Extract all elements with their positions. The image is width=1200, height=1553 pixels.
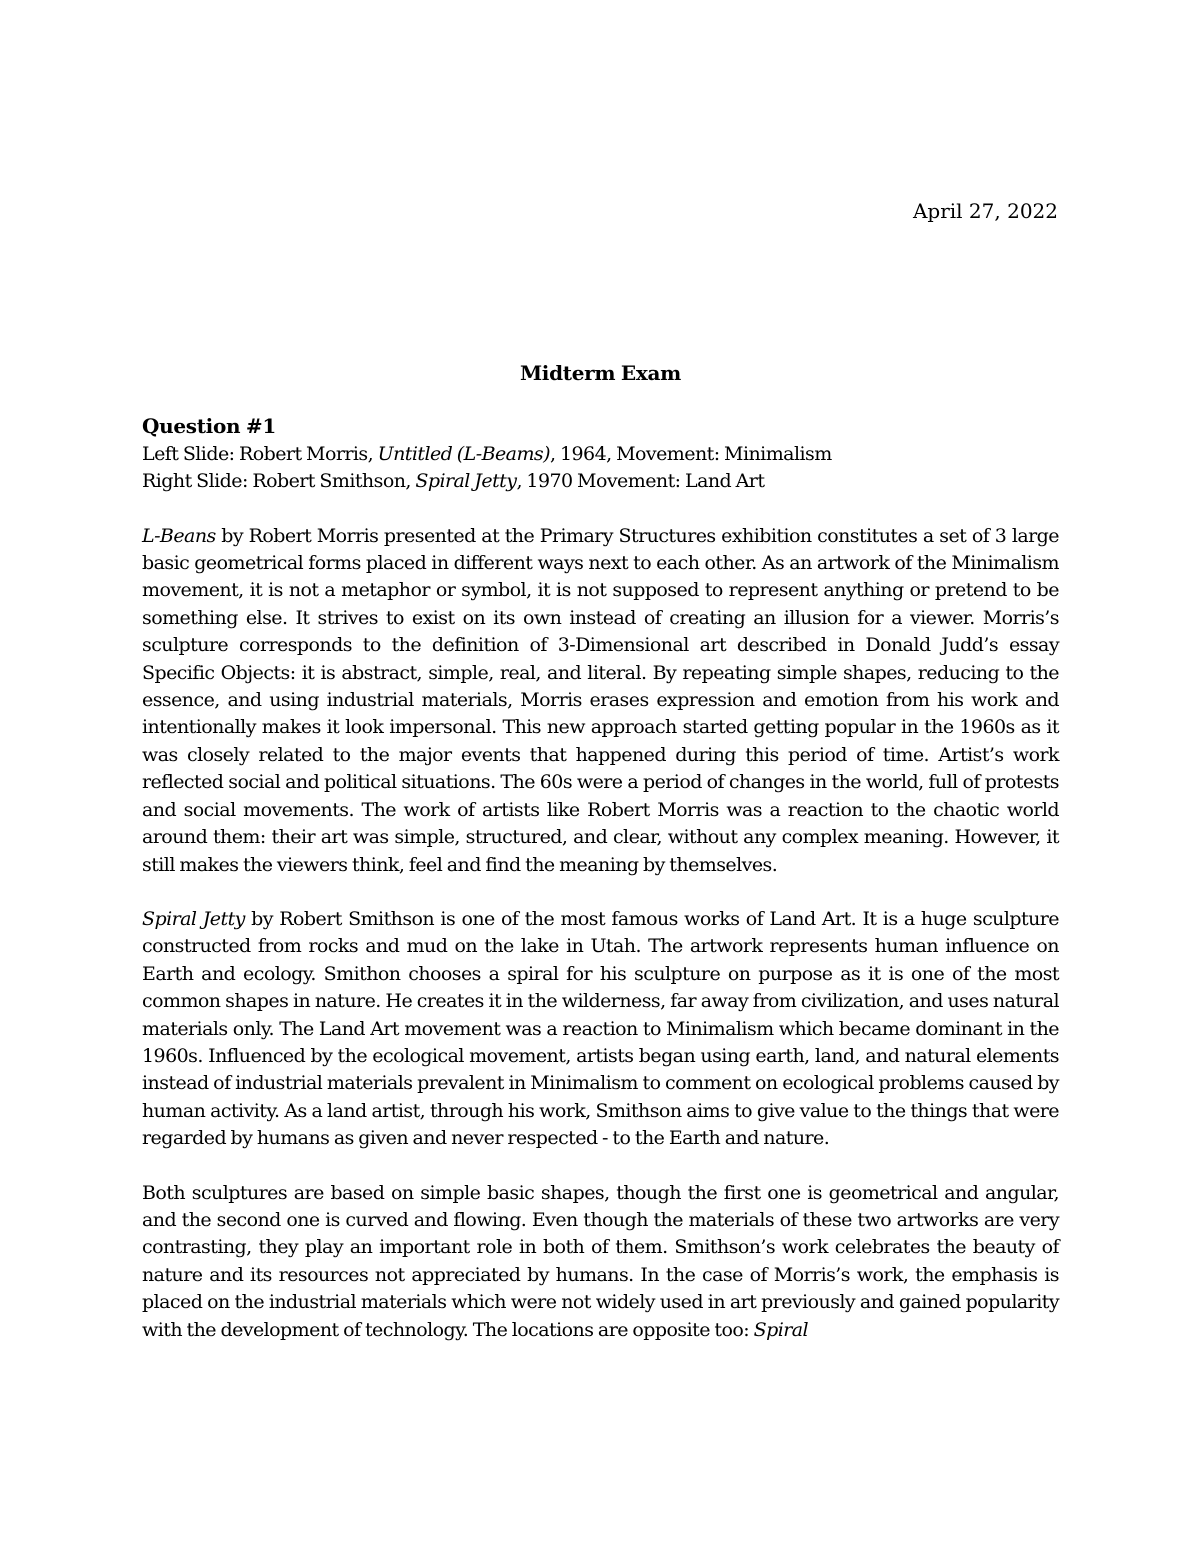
- left-slide-suffix: , 1964, Movement: Minimalism: [550, 442, 832, 465]
- document-date: April 27, 2022: [912, 199, 1058, 223]
- paragraph-comparison-tail: Spiral: [753, 1318, 809, 1341]
- right-slide-line: [142, 468, 1059, 495]
- paragraph-comparison: [142, 1180, 1059, 1344]
- paragraph-spiral-jetty-lead: Spiral Jetty: [142, 907, 245, 930]
- right-slide-prefix: Right Slide: Robert Smithson,: [142, 470, 416, 493]
- right-slide-work-title: Spiral Jetty: [415, 470, 517, 493]
- paragraph-l-beams-text: by Robert Morris presented at the Primary Structures exhibition constitutes a set of 3 large basic geometrical forms placed in different ways next to each other. As an artwork of the Minimalism movement, it is not a metaphor or symbol, it is not supposed to represent anything or pretend to be something else. It strives to exist on its own instead of creating an illusion for a viewer. Morris’s sculpture corresponds to the definition of 3-Dimensional art described in Donald Judd’s essay Specific Objects: it is abstract, simple, real, and literal. By repeating simple shapes, reducing to the essence, and using industrial materials, Morris erases expression and emotion from his work and intentionally makes it look impersonal. This new approach started getting popular in the 1960s as it was closely related to the major events that happened during this period of time. Artist’s work reflected social and political situations. The 60s were a period of changes in the world, full of protests and social movements. The work of artists like Robert Morris was a reaction to the chaotic world around them: their art was simple, structured, and clear, without any complex meaning. However, it still makes the viewers think, feel and find the meaning by themselves.: [142, 524, 1059, 876]
- paragraph-l-beams: [142, 523, 1059, 879]
- paragraph-spiral-jetty-text: by Robert Smithson is one of the most famous works of Land Art. It is a huge sculpture constructed from rocks and mud on the lake in Utah. The artwork represents human influence on Earth and ecology. Smithon chooses a spiral for his sculpture on purpose as it is one of the most common shapes in nature. He creates it in the wilderness, far away from civilization, and uses natural materials only. The Land Art movement was a reaction to Minimalism which became dominant in the 1960s. Influenced by the ecological movement, artists began using earth, land, and natural elements instead of industrial materials prevalent in Minimalism to comment on ecological problems caused by human activity. As a land artist, through his work, Smithson aims to give value to the things that were regarded by humans as given and never respected - to the Earth and nature.: [142, 907, 1059, 1150]
- left-slide-prefix: Left Slide: Robert Morris,: [142, 442, 378, 465]
- question-heading: Question #1: [142, 414, 277, 439]
- left-slide-work-title: Untitled (L-Beams): [377, 442, 550, 465]
- left-slide-line: [142, 441, 1059, 468]
- paragraph-comparison-text: Both sculptures are based on simple basic shapes, though the first one is geometrical and angular, and the second one is curved and flowing. Even though the materials of these two artworks are very contrasting, they play an important role in both of them. Smithson’s work celebrates the beauty of nature and its resources not appreciated by humans. In the case of Morris’s work, the emphasis is placed on the industrial materials which were not widely used in art previously and gained popularity with the development of technology. The locations are opposite too:: [142, 1181, 1059, 1341]
- paragraph-spiral-jetty: [142, 906, 1059, 1153]
- document-body: [142, 360, 1059, 1344]
- paragraph-l-beams-lead: L-Beans: [142, 524, 216, 547]
- document-title: Midterm Exam: [519, 361, 682, 385]
- right-slide-suffix: , 1970 Movement: Land Art: [516, 470, 765, 493]
